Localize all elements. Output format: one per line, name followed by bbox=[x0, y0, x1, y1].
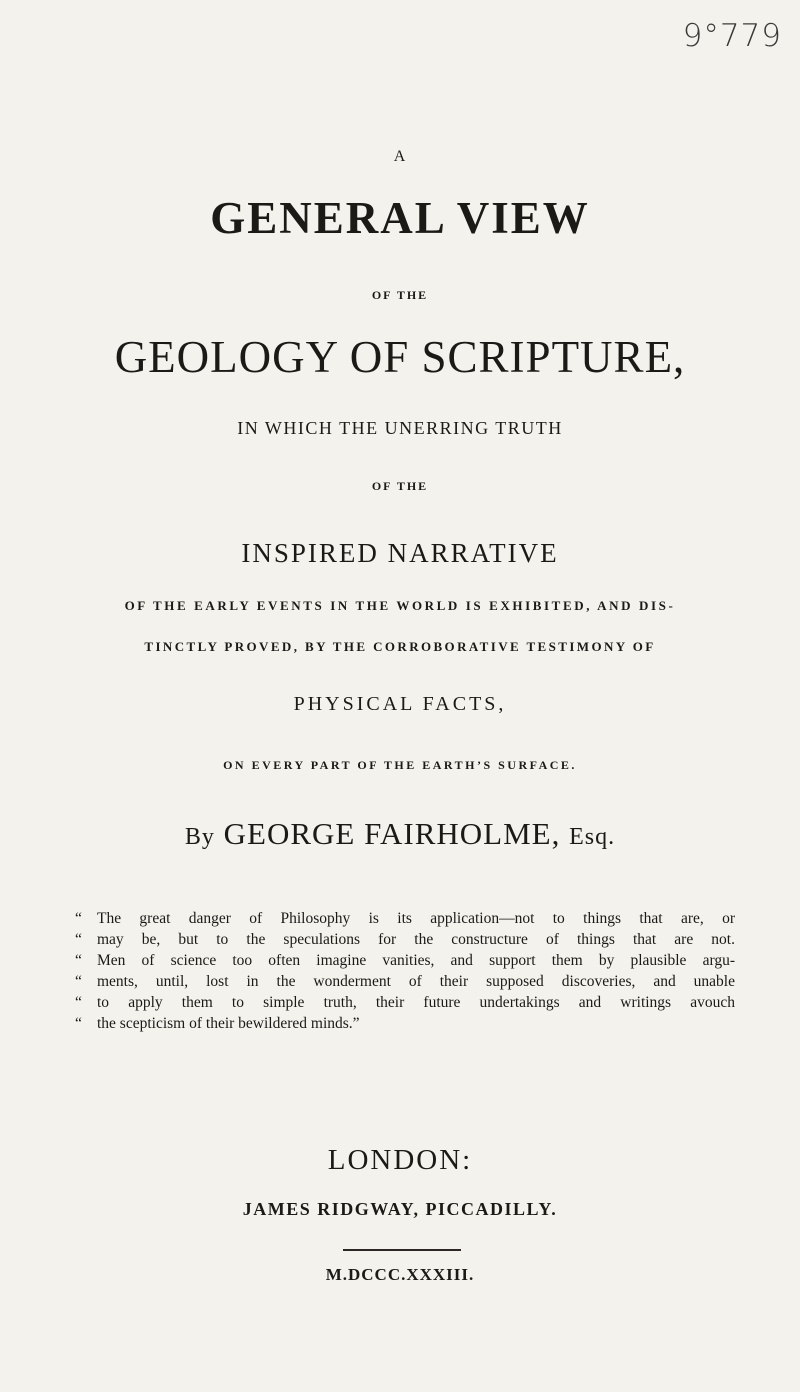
quote-mark: “ bbox=[75, 952, 82, 969]
epigraph bbox=[75, 908, 735, 1034]
author-name: GEORGE FAIRHOLME, bbox=[223, 816, 561, 851]
title-article: A bbox=[393, 148, 407, 165]
author-line bbox=[0, 816, 800, 852]
epigraph-text: the scepticism of their bewildered minds.” bbox=[97, 1015, 360, 1032]
shelfmark: 9°779 bbox=[682, 18, 782, 54]
quote-mark: “ bbox=[75, 1015, 82, 1032]
author-by: By bbox=[184, 824, 215, 850]
author-suffix: Esq. bbox=[569, 824, 616, 850]
quote-mark: “ bbox=[75, 973, 82, 990]
epigraph-line bbox=[75, 950, 735, 971]
subtitle-in-which: IN WHICH THE UNERRING TRUTH bbox=[237, 418, 563, 438]
epigraph-text: to apply them to simple truth, their future undertakings and writings avouch bbox=[97, 994, 735, 1011]
subtitle-physical-facts: PHYSICAL FACTS, bbox=[293, 693, 507, 715]
imprint-rule bbox=[343, 1249, 461, 1251]
quote-mark: “ bbox=[75, 994, 82, 1011]
of-the-2: OF THE bbox=[371, 479, 429, 493]
epigraph-line bbox=[75, 992, 735, 1013]
title-line-2: GEOLOGY OF SCRIPTURE, bbox=[114, 332, 686, 382]
subtitle-early-events: OF THE EARLY EVENTS IN THE WORLD IS EXHIBITED, AND DIS- bbox=[124, 598, 676, 613]
epigraph-line bbox=[75, 1013, 735, 1034]
quote-mark: “ bbox=[75, 910, 82, 927]
subtitle-every-part: ON EVERY PART OF THE EARTH’S SURFACE. bbox=[223, 758, 577, 772]
epigraph-line bbox=[75, 971, 735, 992]
of-the-1: OF THE bbox=[371, 288, 429, 302]
epigraph-line bbox=[75, 929, 735, 950]
epigraph-line bbox=[75, 908, 735, 929]
epigraph-text: ments, until, lost in the wonderment of their supposed discoveries, and unable bbox=[97, 973, 735, 990]
epigraph-text: The great danger of Philosophy is its application—not to things that are, or bbox=[97, 910, 735, 927]
quote-mark: “ bbox=[75, 931, 82, 948]
subtitle-tinctly: TINCTLY PROVED, BY THE CORROBORATIVE TESTIMONY OF bbox=[144, 639, 656, 654]
title-line-1: GENERAL VIEW bbox=[210, 193, 590, 243]
imprint-date: M.DCCC.XXXIII. bbox=[325, 1265, 475, 1284]
epigraph-text: may be, but to the speculations for the constructure of things that are not. bbox=[97, 931, 735, 948]
subtitle-inspired: INSPIRED NARRATIVE bbox=[241, 538, 559, 568]
imprint-city: LONDON: bbox=[327, 1144, 473, 1176]
epigraph-text: Men of science too often imagine vanities, and support them by plausible argu- bbox=[97, 952, 735, 969]
imprint-publisher: JAMES RIDGWAY, PICCADILLY. bbox=[242, 1199, 558, 1219]
